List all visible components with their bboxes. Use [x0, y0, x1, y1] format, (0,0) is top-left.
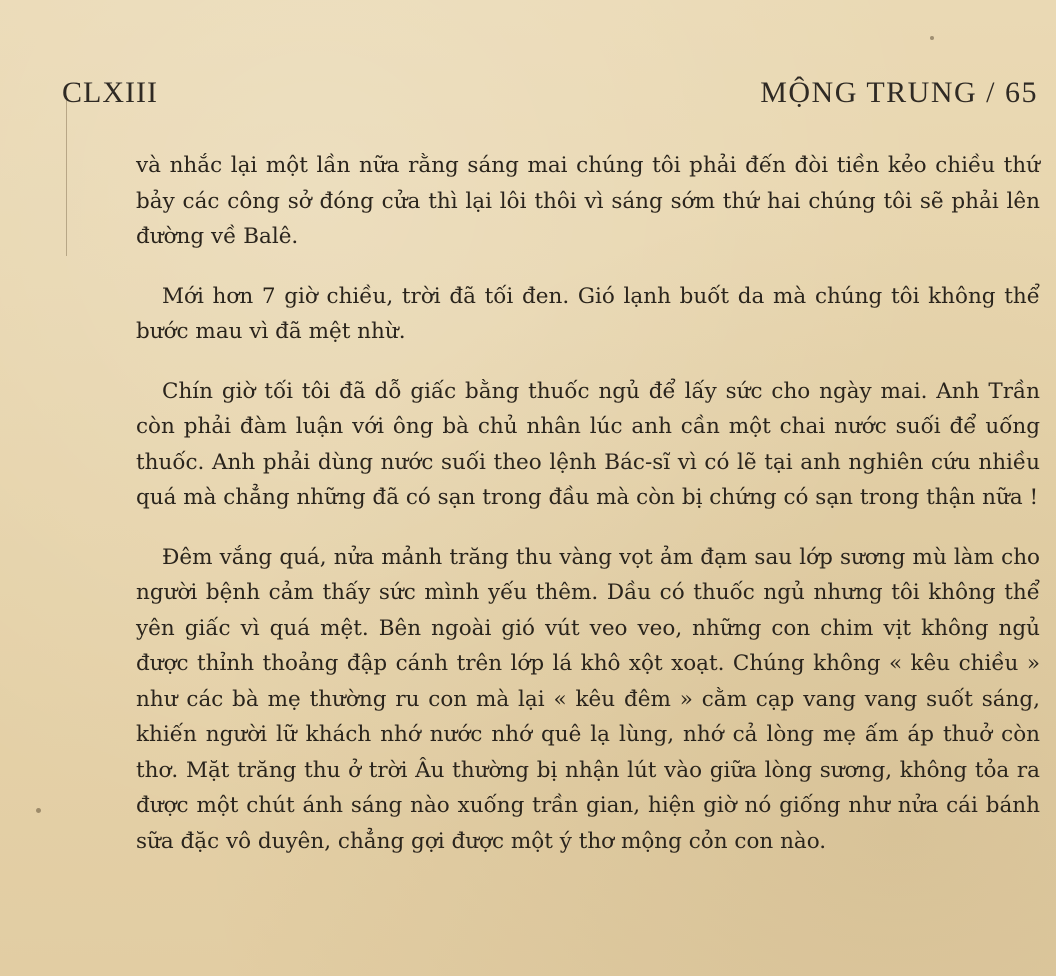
paper-speck	[930, 36, 934, 40]
paragraph-1: và nhắc lại một lần nữa rằng sáng mai chúng tôi phải đến đòi tiền kẻo chiều thứ bảy các công sở đóng cửa thì lại lôi thôi vì sáng sớm thứ hai chúng tôi sẽ phải lên đường về Balê.	[136, 153, 1040, 249]
paragraph-2: Mới hơn 7 giờ chiều, trời đã tối đen. Gió lạnh buốt da mà chúng tôi không thể bước mau vì đã mệt nhừ.	[136, 283, 1040, 344]
paragraph-4: Đêm vắng quá, nửa mảnh trăng thu vàng vọt ảm đạm sau lớp sương mù làm cho người bệnh cảm thấy sức mình yếu thêm. Dầu có thuốc ngủ nhưng tôi không thể yên giấc vì quá mệt. Bên ngoài gió vút veo veo, những con chim vịt không ngủ được thỉnh thoảng đập cánh trên lớp lá khô xột xoạt. Chúng không « kêu chiều » như các bà mẹ thường ru con mà lại « kêu đêm » cằm cạp vang vang suốt sáng, khiến người lữ khách nhớ nước nhớ quê lạ lùng, nhớ cả lòng mẹ ấm áp thuở còn thơ. Mặt trăng thu ở trời Âu thường bị nhận lút vào giữa lòng sương, không tỏa ra được một chút ánh sáng nào xuống trần gian, hiện giờ nó giống như nửa cái bánh sữa đặc vô duyên, chẳng gợi được một ý thơ mộng cỏn con nào.	[136, 544, 1040, 854]
margin-rule	[66, 96, 67, 256]
running-title: MỘNG TRUNG / 65	[760, 76, 1038, 109]
chapter-number: CLXIII	[62, 76, 158, 109]
paper-speck	[36, 808, 41, 813]
paragraph-3: Chín giờ tối tôi đã dỗ giấc bằng thuốc ngủ để lấy sức cho ngày mai. Anh Trần còn phải đàm luận với ông bà chủ nhân lúc anh cần một chai nước suối để uống thuốc. Anh phải dùng nước suối theo lệnh Bác-sĩ vì có lẽ tại anh nghiên cứu nhiều quá mà chẳng những đã có sạn trong đầu mà còn bị chứng có sạn trong thận nữa !	[136, 378, 1040, 510]
page-body	[136, 148, 1040, 859]
